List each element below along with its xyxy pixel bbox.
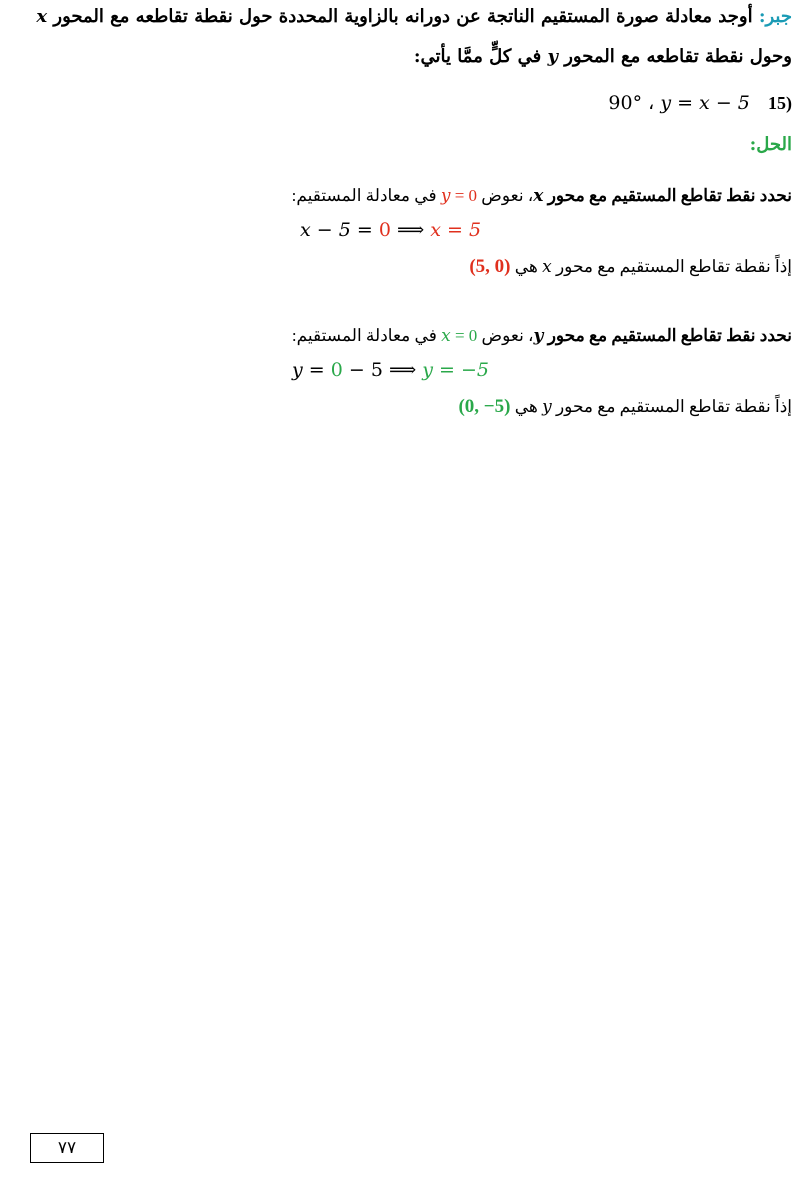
item-equation: y = x − 5 bbox=[660, 92, 750, 114]
x-conclusion-is: هي bbox=[514, 257, 538, 276]
y-conclusion-var: y bbox=[542, 397, 552, 417]
x-intro-axis-var: x bbox=[533, 186, 544, 206]
y-sub-var: x bbox=[441, 326, 451, 346]
x-conclusion-var: x bbox=[542, 257, 552, 277]
solution-heading: الحل: bbox=[749, 134, 792, 155]
y-intro-end: في معادلة المستقيم: bbox=[291, 326, 437, 345]
x-eq-left: x − 5 = bbox=[300, 219, 379, 241]
y-eq-left: y = bbox=[292, 359, 331, 381]
x-intro-end: في معادلة المستقيم: bbox=[291, 186, 437, 205]
x-equation bbox=[300, 219, 481, 241]
problem-text-2b: في كلٍّ ممَّا يأتي: bbox=[413, 46, 542, 67]
y-conclusion-text: إذاً نقطة تقاطع المستقيم مع محور bbox=[555, 397, 792, 416]
x-sub-val: 0 bbox=[468, 186, 478, 205]
y-intro-bold: نحدد نقط تقاطع المستقيم مع محور bbox=[547, 326, 792, 345]
x-intro-rest: ، نعوض bbox=[481, 186, 534, 205]
problem-line-1 bbox=[8, 6, 792, 27]
algebra-tag: جبر: bbox=[758, 6, 792, 27]
problem-text-2a: وحول نقطة تقاطعه مع المحور bbox=[564, 46, 792, 67]
x-substitution bbox=[441, 186, 477, 205]
y-conclusion-is: هي bbox=[514, 397, 538, 416]
item-separator: ، bbox=[648, 92, 655, 114]
y-intercept-conclusion bbox=[8, 396, 792, 418]
x-intro-bold: نحدد نقط تقاطع المستقيم مع محور bbox=[547, 186, 792, 205]
y-sub-val: 0 bbox=[468, 326, 478, 345]
x-sub-var: y bbox=[440, 186, 451, 206]
y-sub-eq: = bbox=[450, 326, 469, 345]
problem-line-2 bbox=[8, 46, 792, 67]
x-eq-result: x = 5 bbox=[430, 219, 482, 241]
y-eq-zero: 0 bbox=[330, 359, 343, 381]
y-equation bbox=[292, 359, 489, 381]
x-eq-zero: 0 bbox=[378, 219, 391, 241]
y-intro-axis-var: y bbox=[533, 326, 544, 346]
y-eq-minus: − 5 ⟹ bbox=[342, 359, 423, 381]
y-intercept-point: (0, −5) bbox=[458, 396, 511, 417]
x-eq-arrow: ⟹ bbox=[390, 219, 431, 241]
page-number-box bbox=[30, 1133, 104, 1163]
problem-text-1: أوجد معادلة صورة المستقيم الناتجة عن دورانه بالزاوية المحددة حول نقطة تقاطعه مع المحور bbox=[53, 6, 753, 27]
item-angle: 90° bbox=[608, 92, 643, 114]
y-intro-rest: ، نعوض bbox=[481, 326, 534, 345]
page-number: ٧٧ bbox=[57, 1138, 77, 1158]
y-intercept-intro bbox=[8, 326, 792, 346]
problem-item-15 bbox=[8, 92, 792, 114]
question-number: (15 bbox=[768, 93, 792, 113]
item-expression bbox=[608, 92, 749, 114]
y-eq-result: y = −5 bbox=[422, 359, 489, 381]
problem-var-y: y bbox=[547, 46, 558, 67]
x-intercept-point: (5, 0) bbox=[469, 256, 511, 277]
problem-var-x: x bbox=[36, 6, 48, 27]
x-conclusion-text: إذاً نقطة تقاطع المستقيم مع محور bbox=[555, 257, 792, 276]
x-intercept-intro bbox=[8, 186, 792, 206]
y-substitution bbox=[441, 326, 477, 345]
x-intercept-conclusion bbox=[8, 256, 792, 278]
x-sub-eq: = bbox=[450, 186, 469, 205]
